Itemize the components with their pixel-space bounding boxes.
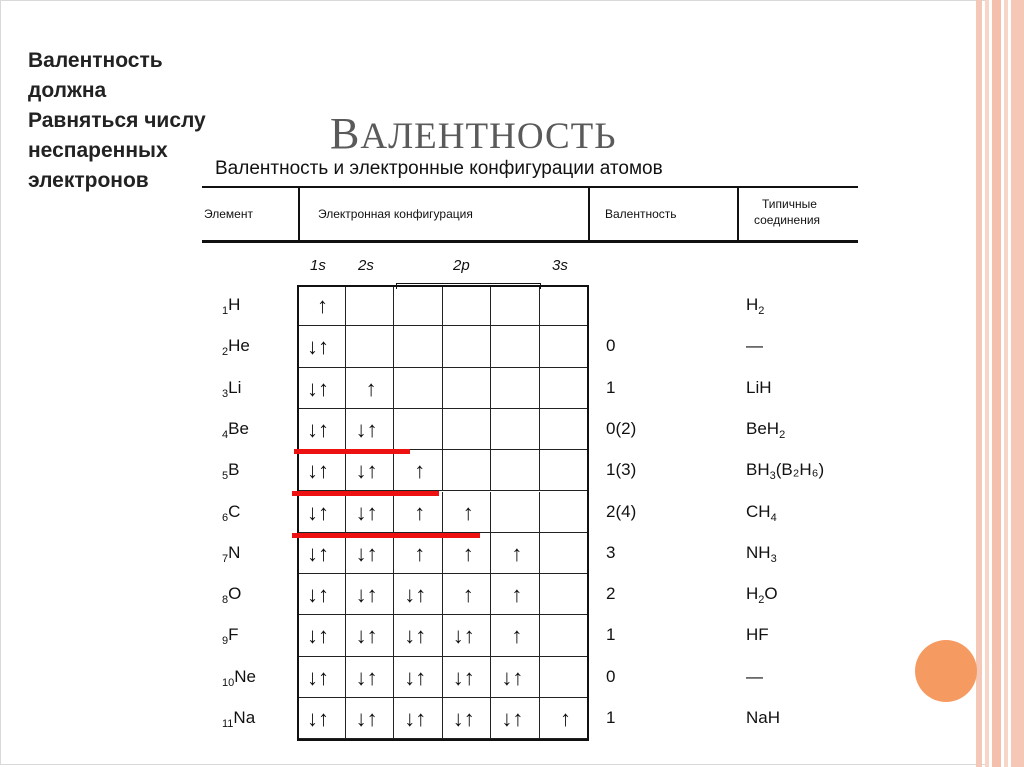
electron-arrows: ↑ [365, 375, 377, 401]
electron-arrows: ↓↑ [307, 499, 329, 525]
electron-arrows: ↓↑ [501, 664, 524, 690]
header-element: Элемент [204, 207, 253, 221]
compound-formula: H [746, 295, 759, 314]
atomic-number: 2 [222, 346, 229, 359]
compound-subscript: 3 [770, 552, 777, 565]
valence-value: 3 [606, 542, 616, 562]
electron-arrows: ↓↑ [355, 706, 378, 731]
electron-arrows: ↑ [462, 582, 474, 608]
typical-compound [746, 295, 764, 317]
atomic-number: 10 [222, 676, 235, 689]
element-symbol: H [228, 295, 241, 314]
atomic-number: 4 [222, 428, 229, 441]
electron-arrows: ↓↑ [355, 582, 378, 608]
orbital-grid-frame [297, 285, 589, 741]
compound-formula: CH [746, 501, 771, 521]
header-compounds-1: Типичные [762, 197, 817, 211]
compound-subscript: 4 [770, 511, 777, 524]
compound-formula: NH [746, 542, 771, 562]
compound-formula: HF [746, 625, 769, 645]
compound-formula: BH [746, 460, 770, 480]
highlight-line [292, 533, 480, 538]
element-symbol: Be [228, 418, 249, 438]
electron-arrows: ↑ [511, 582, 523, 608]
element-symbol: C [228, 501, 241, 521]
electron-arrows: ↓↑ [452, 706, 475, 731]
compound-formula: H [746, 584, 759, 604]
element-symbol: Ne [234, 666, 256, 686]
electron-arrows: ↓↑ [404, 664, 427, 690]
header-divider [737, 188, 739, 242]
orbital-label-1s: 1s [310, 257, 326, 274]
typical-compound [746, 460, 824, 482]
electron-arrows: ↓↑ [404, 582, 427, 608]
electron-arrows: ↓↑ [355, 623, 378, 649]
electron-arrows: ↑ [511, 623, 523, 649]
compound-subscript: 2 [758, 305, 765, 317]
element-symbol: N [228, 542, 241, 562]
element-label [222, 543, 240, 565]
electron-arrows: ↓↑ [307, 540, 329, 566]
electron-arrows: ↓↑ [452, 623, 475, 649]
atomic-number: 11 [222, 718, 234, 730]
atomic-number: 7 [222, 552, 229, 565]
element-label [222, 667, 256, 689]
electron-arrows: ↓↑ [355, 664, 378, 690]
atomic-number: 1 [222, 305, 229, 317]
electron-arrows: ↓↑ [307, 706, 329, 731]
highlight-line [292, 491, 439, 496]
header-top-rule [202, 186, 858, 188]
note-line: неспаренных [28, 139, 168, 162]
element-symbol: He [228, 336, 250, 356]
typical-compound [746, 378, 772, 398]
valence-value: 1 [606, 377, 616, 397]
electron-arrows: ↑ [317, 293, 328, 318]
header-compounds-2: соединения [754, 213, 821, 227]
element-label [222, 295, 240, 317]
electron-arrows: ↑ [414, 540, 426, 566]
atomic-number: 3 [222, 387, 229, 400]
element-symbol: Na [233, 708, 256, 727]
header-valence: Валентность [605, 207, 677, 221]
typical-compound [746, 708, 780, 728]
atomic-number: 8 [222, 594, 229, 607]
element-label [222, 708, 255, 730]
valence-value: 2(4) [606, 501, 637, 521]
typical-compound [746, 584, 778, 606]
typical-compound [746, 336, 763, 356]
compound-formula: — [746, 666, 763, 686]
compound-formula: BeH [746, 418, 780, 438]
typical-compound [746, 419, 785, 441]
compound-tail: O [764, 584, 778, 604]
electron-arrows: ↓↑ [355, 458, 378, 484]
element-label [222, 584, 241, 606]
electron-arrows: ↓↑ [307, 416, 329, 442]
decorative-circle [915, 640, 977, 702]
atomic-number: 5 [222, 470, 229, 483]
electron-arrows: ↓↑ [452, 664, 475, 690]
electron-arrows: ↑ [414, 458, 426, 484]
element-label [222, 502, 240, 524]
electron-arrows: ↓↑ [404, 623, 427, 649]
electron-arrows: ↓↑ [307, 458, 329, 484]
typical-compound [746, 625, 769, 645]
orbital-label-2p: 2p [453, 257, 470, 274]
header-divider [298, 188, 300, 242]
valence-value: 0 [606, 336, 616, 356]
valence-value: 2 [606, 584, 616, 604]
atomic-number: 6 [222, 511, 229, 524]
electron-arrows: ↑ [511, 540, 523, 566]
electron-arrows: ↑ [462, 499, 474, 525]
valence-value: 0 [606, 666, 616, 686]
electron-arrows: ↓↑ [307, 582, 329, 608]
valence-value: 1 [606, 625, 616, 645]
element-symbol: Li [228, 377, 242, 397]
note-line: должна [28, 79, 107, 102]
title-initial: В [330, 109, 361, 158]
electron-arrows: ↓↑ [307, 375, 329, 401]
electron-arrows: ↓↑ [307, 334, 329, 360]
element-label [222, 378, 241, 400]
element-symbol: O [228, 584, 242, 604]
orbital-label-2s: 2s [358, 257, 374, 274]
typical-compound [746, 502, 777, 524]
compound-formula: LiH [746, 377, 772, 397]
element-symbol: F [228, 625, 239, 645]
compound-tail: (B₂H₆) [775, 460, 825, 480]
table-caption: Валентность и электронные конфигурации атомов [215, 158, 663, 179]
compound-subscript: 2 [779, 428, 786, 441]
title-rest: АЛЕНТНОСТЬ [360, 116, 617, 157]
decorative-stripes [976, 0, 1024, 767]
typical-compound [746, 543, 777, 565]
electron-arrows: ↓↑ [501, 706, 524, 731]
electron-arrows: ↑ [414, 499, 426, 525]
header-divider [588, 188, 590, 242]
element-label [222, 419, 249, 441]
electron-arrows: ↓↑ [307, 664, 329, 690]
electron-arrows: ↓↑ [355, 416, 378, 442]
electron-arrows: ↑ [560, 706, 571, 731]
element-label [222, 460, 239, 482]
electron-arrows: ↓↑ [355, 540, 378, 566]
compound-subscript: 3 [769, 470, 776, 483]
electron-arrows: ↓↑ [404, 706, 427, 731]
element-label [222, 625, 239, 647]
electron-arrows: ↑ [462, 540, 474, 566]
atomic-number: 9 [222, 635, 229, 648]
header-bottom-rule [202, 240, 858, 243]
orbital-label-3s: 3s [552, 257, 568, 274]
compound-formula: NaH [746, 708, 781, 727]
electron-arrows: ↓↑ [307, 623, 329, 649]
slide-title [330, 108, 617, 159]
electron-arrows: ↓↑ [355, 499, 378, 525]
valence-value: 0(2) [606, 418, 637, 438]
valence-value: 1 [606, 708, 616, 727]
compound-formula: — [746, 336, 763, 356]
compound-subscript: 2 [758, 594, 765, 607]
note-line: Валентность [28, 49, 163, 72]
valence-value: 1(3) [606, 460, 637, 480]
element-label [222, 336, 250, 358]
note-line: Равняться числу [28, 109, 206, 132]
element-symbol: B [228, 460, 240, 480]
highlight-line [294, 449, 410, 454]
note-line: электронов [28, 169, 149, 192]
header-config: Электронная конфигурация [318, 207, 473, 221]
typical-compound [746, 667, 763, 687]
